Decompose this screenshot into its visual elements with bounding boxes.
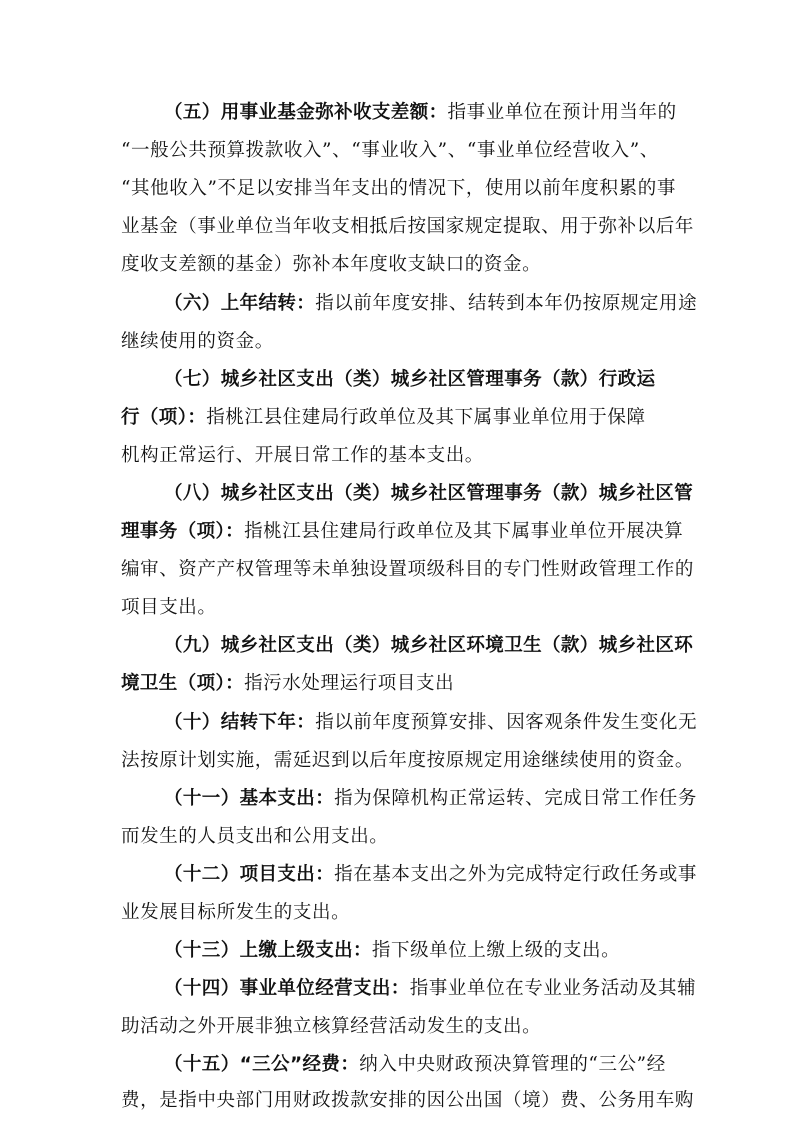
term-heading: （八）城乡社区支出（类）城乡社区管理事务（款）城乡社区管	[164, 483, 694, 504]
term-definition: 纳入中央财政预决算管理的“三公”经	[359, 1054, 666, 1075]
term-definition: 指下级单位上缴上级的支出。	[371, 940, 621, 961]
term-heading: （五）用事业基金弥补收支差额：	[164, 102, 448, 123]
text-line	[164, 787, 697, 811]
term-definition: 指在基本支出之外为完成特定行政任务或事	[334, 864, 698, 885]
text-line	[121, 406, 646, 430]
term-definition: 指为保障机构正常运转、完成日常工作任务	[334, 788, 698, 809]
text-line	[121, 330, 274, 354]
term-definition: 法按原计划实施，需延迟到以后年度按原规定用途继续使用的资金。	[121, 750, 695, 771]
term-definition: 机构正常运行、开展日常工作的基本支出。	[121, 445, 484, 466]
term-definition: 项目支出。	[121, 597, 217, 618]
term-heading: （十四）事业单位经营支出：	[164, 978, 410, 999]
term-definition: 继续使用的资金。	[121, 331, 274, 352]
term-heading: （十五）“三公”经费：	[164, 1054, 360, 1075]
term-heading: （十）结转下年：	[164, 712, 316, 733]
text-line	[164, 711, 697, 735]
text-line	[121, 825, 388, 849]
term-definition: 费，是指中央部门用财政拨款安排的因公出国（境）费、公务用车购	[121, 1090, 695, 1111]
text-line	[121, 901, 350, 925]
term-definition: 而发生的人员支出和公用支出。	[121, 826, 389, 847]
term-definition: 编审、资产产权管理等未单独设置项级科目的专门性财政管理工作的	[121, 559, 695, 580]
term-definition: “一般公共预算拨款收入”、“事业收入”、“事业单位经营收入”、	[121, 140, 659, 161]
term-definition: 指污水处理运行项目支出	[244, 673, 455, 694]
text-line	[121, 1015, 541, 1039]
term-heading: （十一）基本支出：	[164, 788, 335, 809]
term-definition: 业基金（事业单位当年收支相抵后按国家规定提取、用于弥补以后年	[121, 216, 695, 237]
text-line	[164, 101, 677, 125]
term-definition: 指事业单位在专业业务活动及其辅	[409, 978, 697, 999]
text-line	[164, 939, 620, 963]
text-line	[121, 253, 541, 277]
text-line	[164, 368, 655, 392]
term-definition: 指以前年度预算安排、因客观条件发生变化无	[315, 712, 698, 733]
term-definition: 助活动之外开展非独立核算经营活动发生的支出。	[121, 1016, 542, 1037]
term-definition: 指桃江县住建局行政单位及其下属事业单位用于保障	[206, 407, 646, 428]
text-line	[121, 749, 694, 773]
term-heading: （十二）项目支出：	[164, 864, 335, 885]
text-line	[121, 558, 694, 582]
text-line	[121, 1089, 694, 1113]
term-heading: 理事务（项）：	[121, 521, 245, 542]
term-definition: “其他收入”不足以安排当年支出的情况下，使用以前年度积累的事	[121, 178, 676, 199]
term-definition: 指桃江县住建局行政单位及其下属事业单位开展决算	[244, 521, 684, 542]
text-line	[121, 215, 694, 239]
term-definition: 业发展目标所发生的支出。	[121, 902, 351, 923]
text-line	[121, 139, 659, 163]
text-line	[121, 444, 484, 468]
term-heading: （六）上年结转：	[164, 293, 316, 314]
text-line	[164, 292, 697, 316]
text-line	[121, 672, 454, 696]
text-line	[121, 596, 217, 620]
text-line	[164, 977, 696, 1001]
text-line	[164, 634, 693, 658]
text-line	[164, 863, 697, 887]
term-definition: 指以前年度安排、结转到本年仍按原规定用途	[315, 293, 698, 314]
term-heading: （九）城乡社区支出（类）城乡社区环境卫生（款）城乡社区环	[164, 635, 694, 656]
term-heading: 境卫生（项）：	[121, 673, 245, 694]
term-heading: （七）城乡社区支出（类）城乡社区管理事务（款）行政运	[164, 369, 656, 390]
text-line	[121, 177, 676, 201]
text-line	[121, 520, 683, 544]
term-definition: 度收支差额的基金）弥补本年度收支缺口的资金。	[121, 254, 542, 275]
term-definition: 指事业单位在预计用当年的	[447, 102, 677, 123]
text-line	[164, 482, 693, 506]
text-line	[164, 1053, 666, 1077]
term-heading: （十三）上缴上级支出：	[164, 940, 372, 961]
term-heading: 行（项）：	[121, 407, 207, 428]
